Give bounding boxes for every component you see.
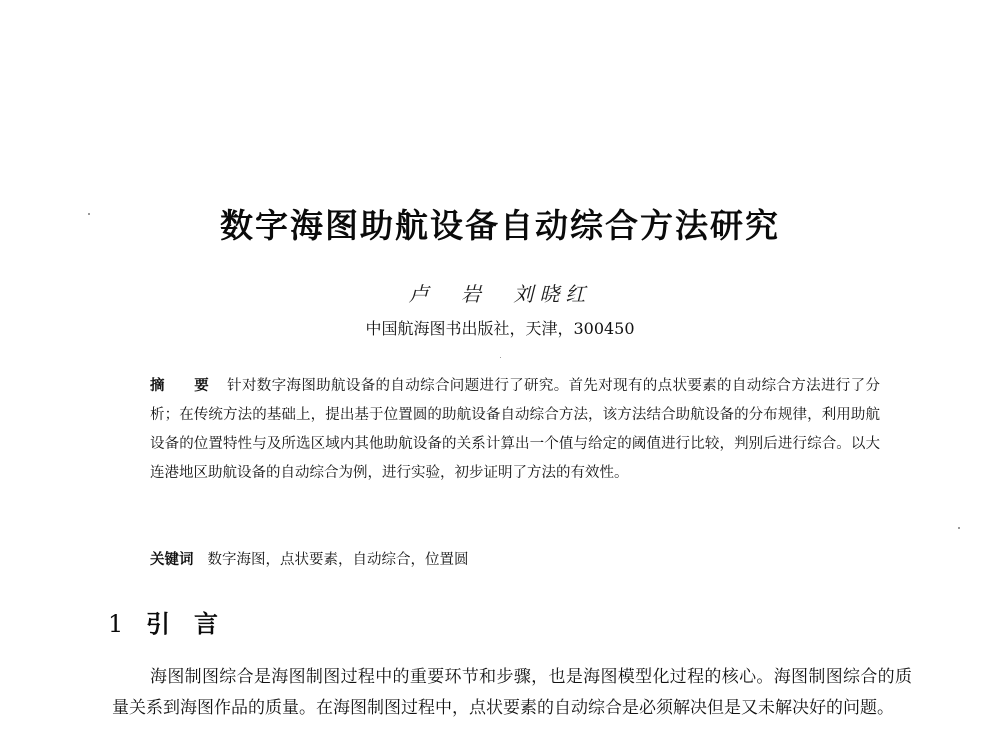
abstract-text: 针对数字海图助航设备的自动综合问题进行了研究。首先对现有的点状要素的自动综合方法进行了分析；在传统方法的基础上，提出基于位置圆的助航设备自动综合方法，该方法结合助航设备的分布规律，利用助航设备的位置特性与及所选区域内其他助航设备的关系计算出一个值与给定的阈值进行比较，判别后进行综合。以大连港地区助航设备的自动综合为例，进行实验，初步证明了方法的有效性。 — [150, 378, 880, 481]
keywords-text: 数字海图，点状要素，自动综合，位置圆 — [207, 552, 469, 568]
scan-speck — [500, 357, 501, 358]
section-heading — [108, 604, 242, 639]
keywords — [150, 548, 880, 569]
section-number: 1 — [108, 610, 124, 638]
abstract-label: 摘 要 — [150, 378, 222, 394]
section-title: 引言 — [146, 610, 242, 638]
paper-affiliation: 中国航海图书出版社，天津，300450 — [365, 319, 635, 338]
scan-speck — [958, 527, 960, 529]
paper-title: 数字海图助航设备自动综合方法研究 — [220, 206, 780, 245]
keywords-label: 关键词 — [150, 552, 194, 568]
section-paragraph: 海图制图综合是海图制图过程中的重要环节和步骤，也是海图模型化过程的核心。海图制图综合的质量关系到海图作品的质量。在海图制图过程中，点状要素的自动综合是必须解决但是又未解决好的问题。 — [112, 667, 912, 718]
paper-authors: 卢 岩 刘晓红 — [408, 282, 592, 306]
abstract — [150, 372, 880, 488]
scan-speck — [88, 213, 90, 215]
